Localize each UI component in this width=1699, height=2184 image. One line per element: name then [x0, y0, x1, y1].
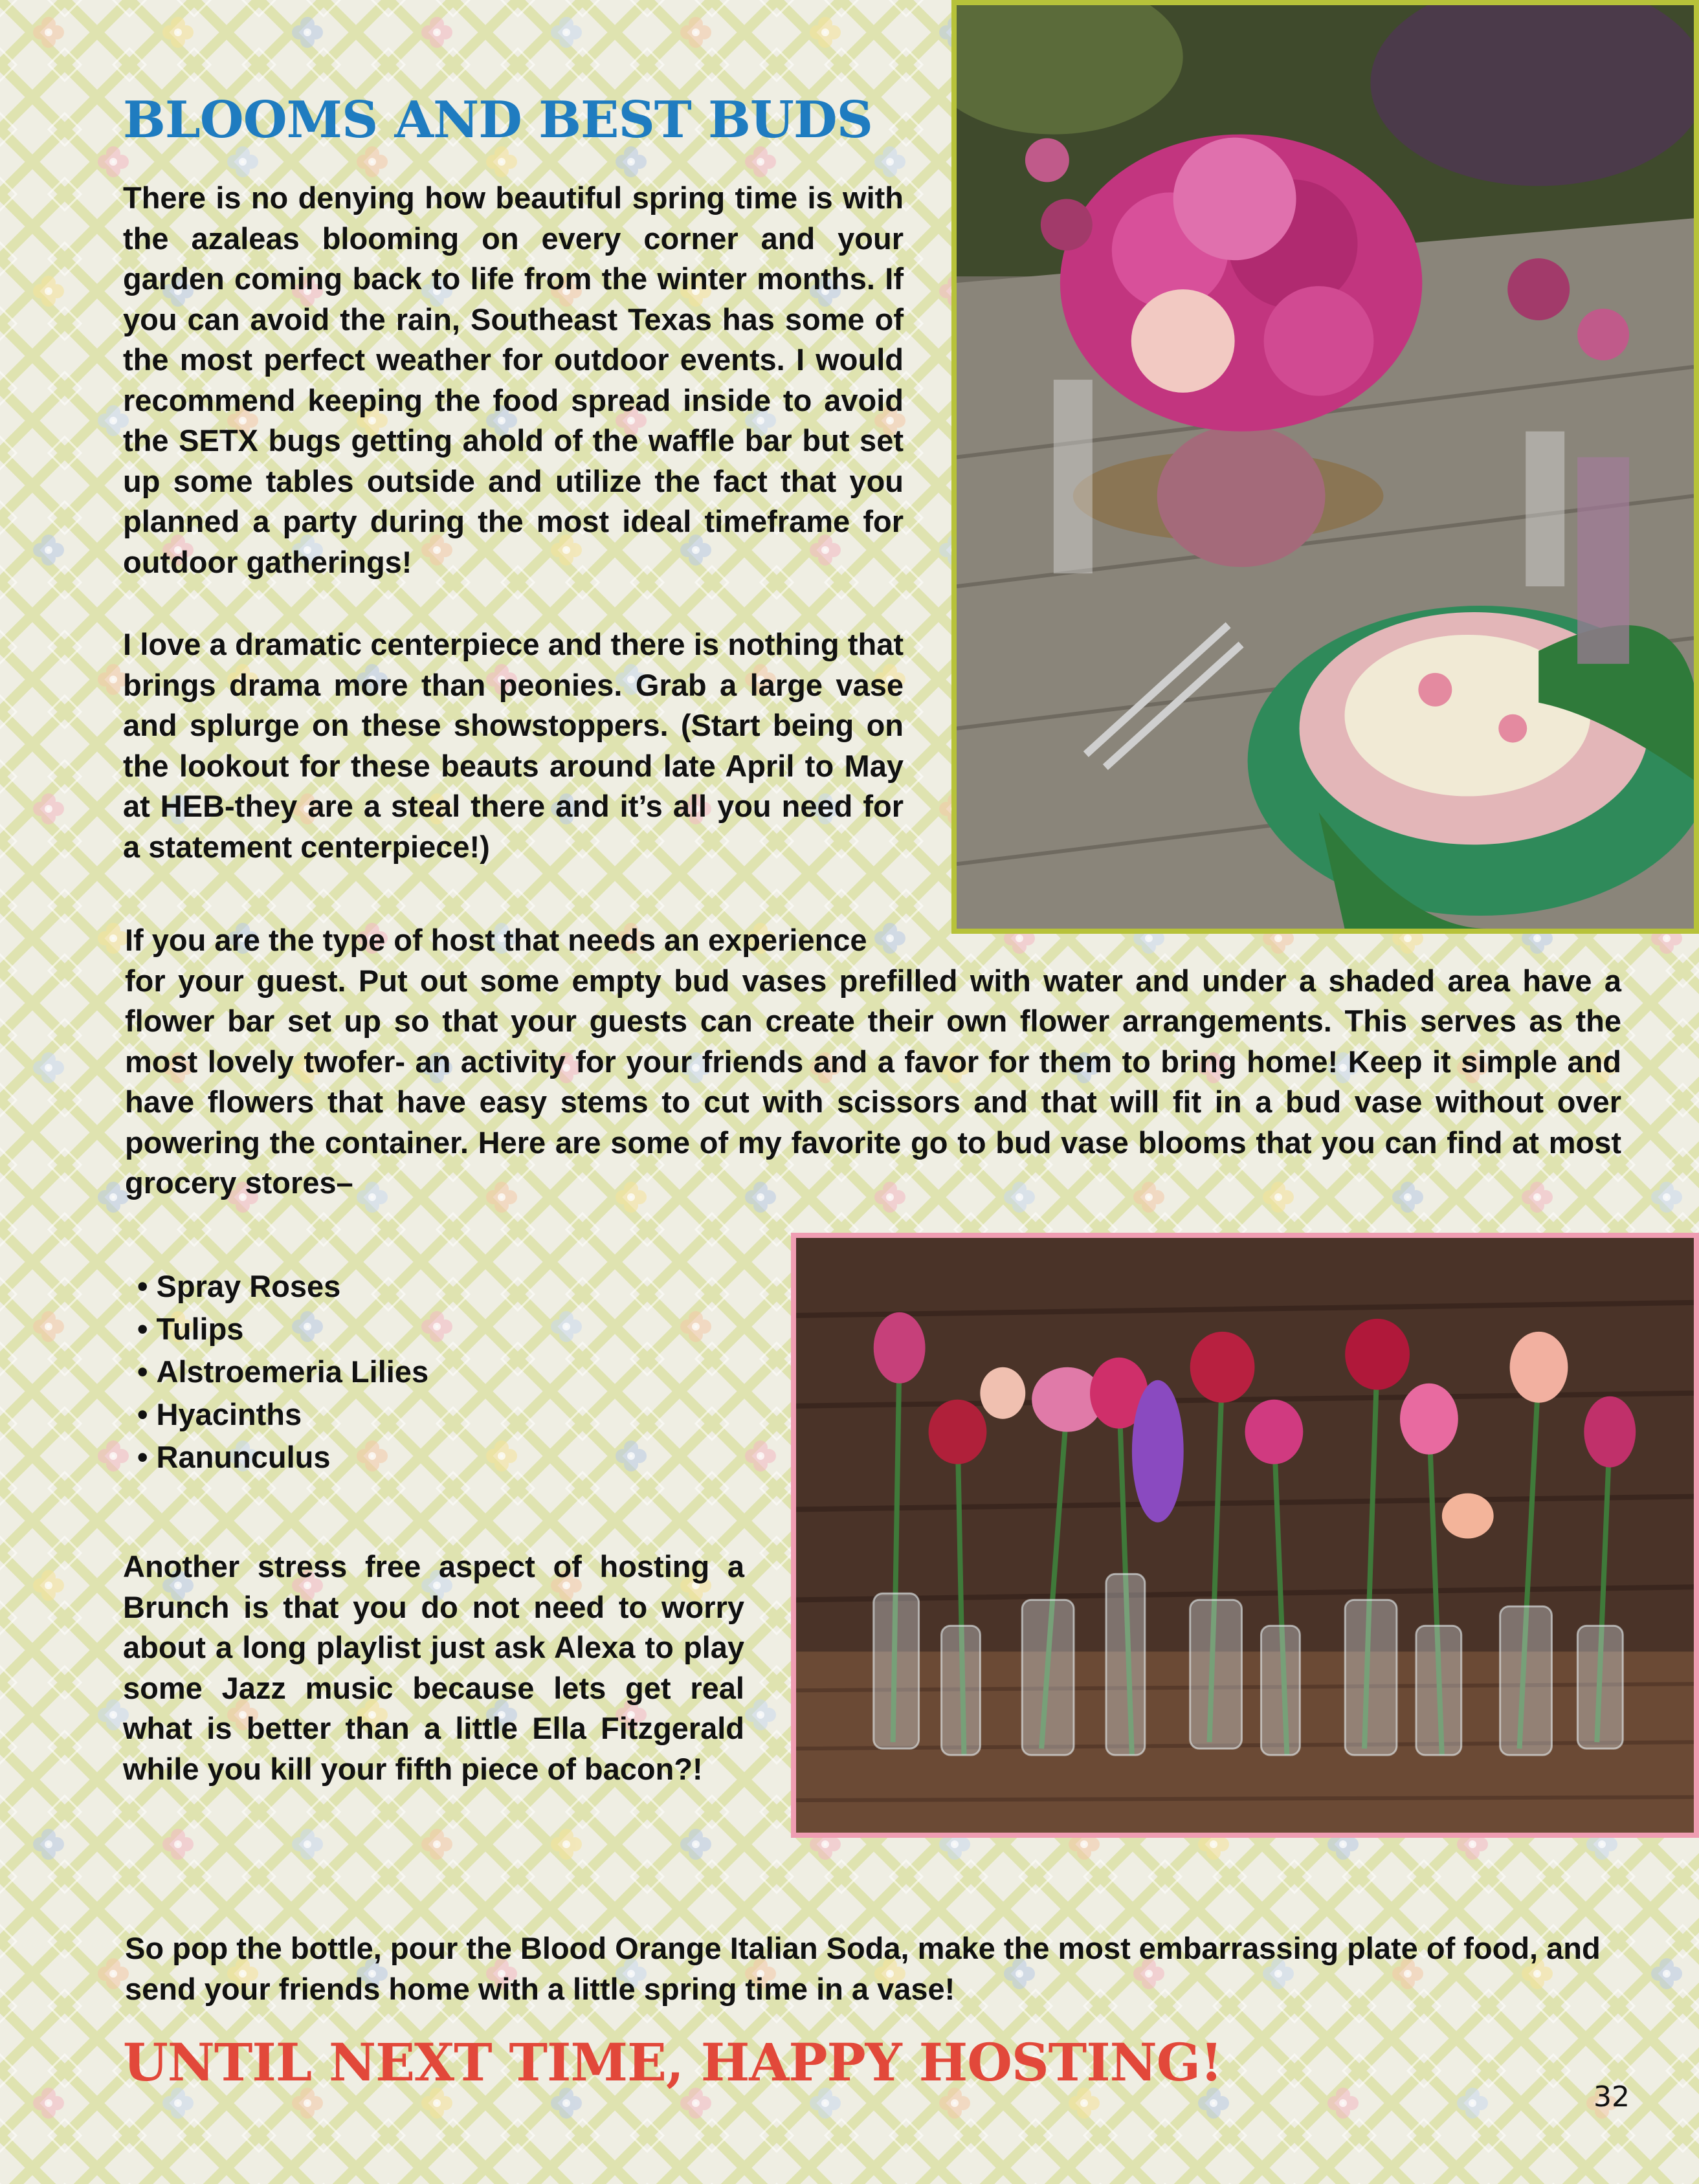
bud-vases-photo	[791, 1233, 1699, 1838]
flower-center	[1469, 1840, 1476, 1848]
flower-center	[304, 2099, 311, 2107]
flower-center	[821, 2099, 829, 2107]
flower-center	[109, 417, 117, 425]
flower-center	[886, 158, 894, 166]
music-paragraph: Another stress free aspect of hosting a Brunch is that you do not need to worry about a long playlist just ask Alexa to play some Jazz music because lets get real what is better than a little Ella Fitzgerald while you kill your fifth piece of bacon?!	[123, 1549, 744, 1786]
flower-center	[45, 287, 52, 295]
flower-center	[304, 28, 311, 36]
list-item: • Ranunculus	[137, 1436, 428, 1479]
flower-center	[1598, 1840, 1606, 1848]
flower-center	[1469, 2099, 1476, 2107]
list-item: • Hyacinths	[137, 1393, 428, 1436]
bud-vase-blooms-list	[137, 1265, 428, 1479]
flower-center	[109, 158, 117, 166]
flower-center	[368, 158, 376, 166]
intro-paragraph: There is no denying how beautiful spring time is with the azaleas blooming on every corner and your garden coming back to life from the winter months. If you can avoid the rain, Southeast Texas has some of the most perfect weather for outdoor events. I would recommend keeping the food spread inside to avoid the SETX bugs getting ahold of the waffle bar but set up some tables outside and utilize the fact that you planned a party during the most ideal timeframe for outdoor gatherings!	[123, 181, 904, 579]
list-item: • Alstroemeria Lilies	[137, 1351, 428, 1393]
flower-center	[45, 28, 52, 36]
flower-center	[1080, 1840, 1088, 1848]
flower-center	[45, 546, 52, 554]
flower-center	[174, 28, 182, 36]
flower-center	[562, 1840, 570, 1848]
flower-center	[109, 676, 117, 683]
flower-center	[951, 1840, 959, 1848]
flower-center	[951, 2099, 959, 2107]
flower-center	[692, 1323, 700, 1330]
flower-center	[109, 1193, 117, 1201]
flower-center	[692, 28, 700, 36]
flower-center	[433, 28, 441, 36]
flower-center	[45, 1323, 52, 1330]
page-title: BLOOMS AND BEST BUDS	[123, 91, 872, 149]
flower-center	[1339, 2099, 1347, 2107]
flower-center	[821, 1840, 829, 1848]
closing-headline: UNTIL NEXT TIME, HAPPY HOSTING!	[123, 2032, 1223, 2093]
flower-bar-text: for your guest. Put out some empty bud vases prefilled with water and under a shaded area have a flower bar set up so that your guests can create their own flower arrangements. This serves as the most lovely twofer- an activity for your friends and a favor for them to bring home! Keep it simple and have flowers that have easy stems to cut with scissors and that will fit in a bud vase without over powering the container. Here are some of my favorite go to bud vase blooms that you can find at most grocery stores–	[125, 963, 1621, 1200]
flower-center	[45, 1840, 52, 1848]
flower-center	[562, 2099, 570, 2107]
centerpiece-paragraph: I love a dramatic centerpiece and there is nothing that brings drama more than peonies. Grab a large vase and splurge on these showstoppers. (Start being on the lookout for these beauts around late April to May at HEB-they are a steal there and it’s all you need for a statement centerpiece!)	[123, 627, 904, 864]
flower-center	[562, 1323, 570, 1330]
flower-center	[757, 1711, 764, 1719]
flower-center	[692, 1840, 700, 1848]
list-item: • Spray Roses	[137, 1265, 428, 1308]
flower-center	[1210, 1840, 1217, 1848]
flower-center	[433, 2099, 441, 2107]
peony-table-photo	[951, 0, 1699, 934]
flower-center	[498, 158, 505, 166]
flower-center	[45, 805, 52, 813]
flower-center	[562, 28, 570, 36]
flower-center	[109, 1452, 117, 1460]
flower-center	[757, 158, 764, 166]
flower-center	[821, 28, 829, 36]
flower-bar-lead: If you are the type of host that needs an experience	[125, 923, 867, 957]
flower-center	[109, 934, 117, 942]
flower-center	[627, 1452, 635, 1460]
flower-center	[1663, 1193, 1671, 1201]
flower-center	[498, 1452, 505, 1460]
flower-center	[1080, 2099, 1088, 2107]
flower-center	[174, 1840, 182, 1848]
flower-center	[1210, 2099, 1217, 2107]
flower-center	[304, 1840, 311, 1848]
flower-center	[45, 2099, 52, 2107]
flower-center	[627, 158, 635, 166]
flower-center	[174, 2099, 182, 2107]
list-item: • Tulips	[137, 1308, 428, 1351]
flower-center	[433, 1323, 441, 1330]
flower-center	[1663, 934, 1671, 942]
flower-center	[1663, 1970, 1671, 1978]
flower-center	[109, 1970, 117, 1978]
flower-center	[1339, 1840, 1347, 1848]
flower-center	[45, 1064, 52, 1072]
flower-center	[692, 2099, 700, 2107]
page-number: 32	[1594, 2080, 1630, 2113]
flower-center	[45, 1582, 52, 1589]
flower-center	[239, 158, 247, 166]
send-off-paragraph: So pop the bottle, pour the Blood Orange Italian Soda, make the most embarrassing plate of food, and send your friends home with a little spring time in a vase!	[125, 1931, 1601, 2006]
flower-center	[757, 1452, 764, 1460]
flower-center	[433, 1840, 441, 1848]
flower-bar-paragraph	[125, 920, 1621, 1204]
flower-center	[109, 1711, 117, 1719]
